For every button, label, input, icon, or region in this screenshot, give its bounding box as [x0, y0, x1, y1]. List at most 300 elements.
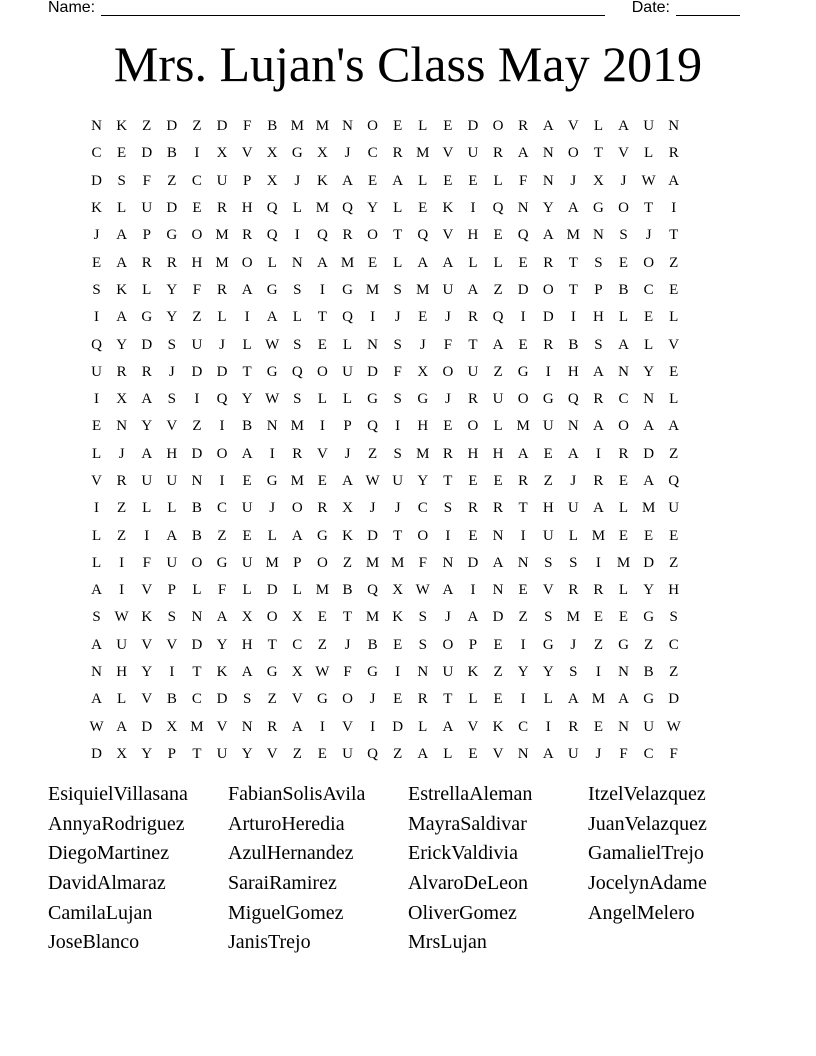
grid-letter: F: [669, 745, 678, 762]
grid-letter: Q: [367, 582, 378, 599]
grid-letter: Q: [417, 227, 429, 244]
grid-letter: W: [265, 391, 280, 408]
grid-letter: Z: [518, 609, 528, 626]
grid-letter: I: [319, 281, 325, 298]
grid-letter: L: [267, 254, 277, 271]
grid-letter: V: [241, 145, 253, 162]
grid-row: [84, 714, 686, 741]
grid-letter: N: [542, 145, 554, 162]
grid-letter: K: [342, 527, 353, 544]
word-list-item: JuanVelazquez: [588, 812, 707, 835]
grid-letter: N: [191, 609, 203, 626]
grid-letter: L: [543, 691, 553, 708]
grid-letter: D: [216, 118, 228, 135]
grid-letter: J: [645, 227, 652, 244]
grid-letter: U: [467, 145, 479, 162]
grid-letter: Y: [241, 745, 253, 762]
grid-letter: A: [542, 118, 554, 135]
grid-letter: Y: [141, 418, 153, 435]
grid-letter: Z: [669, 445, 679, 462]
grid-letter: C: [91, 145, 102, 162]
grid-letter: M: [566, 227, 580, 244]
grid-letter: Z: [367, 445, 378, 462]
name-field: [48, 0, 605, 16]
grid-letter: N: [417, 664, 429, 681]
grid-letter: H: [241, 636, 253, 653]
grid-letter: D: [166, 200, 178, 217]
grid-letter: S: [167, 391, 176, 408]
grid-row: [84, 413, 686, 440]
grid-letter: A: [116, 718, 128, 735]
grid-letter: A: [467, 609, 479, 626]
grid-letter: H: [593, 309, 604, 326]
grid-letter: V: [141, 582, 153, 599]
grid-letter: R: [543, 254, 554, 271]
grid-letter: E: [468, 172, 478, 189]
grid-letter: M: [641, 500, 656, 517]
word-list-item: MiguelGomez: [228, 901, 344, 924]
word-list-item: OliverGomez: [408, 901, 517, 924]
grid-letter: X: [166, 718, 178, 735]
grid-letter: M: [616, 554, 631, 571]
grid-letter: K: [467, 664, 479, 681]
grid-row: [84, 386, 686, 413]
grid-letter: S: [393, 336, 402, 353]
grid-letter: O: [442, 636, 454, 653]
grid-letter: Q: [492, 200, 504, 217]
grid-letter: H: [668, 582, 680, 599]
grid-letter: E: [493, 636, 503, 653]
grid-letter: O: [191, 554, 203, 571]
grid-letter: U: [542, 418, 554, 435]
grid-letter: F: [443, 336, 453, 353]
grid-letter: A: [542, 227, 554, 244]
grid-letter: M: [416, 145, 430, 162]
grid-letter: B: [191, 500, 202, 517]
grid-letter: G: [367, 664, 378, 681]
grid-row: [84, 577, 686, 604]
grid-letter: S: [293, 336, 302, 353]
grid-letter: Z: [669, 554, 679, 571]
grid-letter: Z: [342, 554, 353, 571]
grid-letter: L: [568, 527, 578, 544]
grid-letter: G: [342, 281, 353, 298]
grid-letter: F: [242, 118, 252, 135]
grid-letter: J: [219, 336, 225, 353]
grid-letter: D: [517, 281, 529, 298]
grid-letter: S: [619, 227, 628, 244]
grid-letter: J: [444, 309, 451, 326]
grid-letter: U: [492, 391, 504, 408]
grid-letter: U: [643, 118, 655, 135]
grid-letter: J: [620, 172, 627, 189]
grid-letter: X: [417, 363, 429, 380]
grid-letter: N: [542, 172, 554, 189]
grid-row: [84, 604, 686, 631]
grid-letter: Q: [342, 200, 353, 217]
grid-letter: Q: [668, 473, 680, 489]
grid-letter: T: [393, 527, 403, 544]
grid-letter: M: [215, 254, 229, 271]
grid-letter: L: [493, 418, 503, 435]
grid-letter: A: [91, 636, 102, 653]
grid-letter: P: [468, 636, 478, 653]
grid-letter: J: [570, 172, 577, 189]
word-list-item: AngelMelero: [588, 901, 695, 924]
grid-letter: R: [593, 582, 604, 599]
grid-letter: Q: [367, 745, 378, 762]
grid-letter: D: [467, 118, 479, 135]
grid-letter: H: [492, 445, 504, 462]
word-list-item: CamilaLujan: [48, 901, 153, 924]
grid-letter: I: [545, 718, 551, 735]
word-list-item: DavidAlmaraz: [48, 872, 166, 895]
grid-letter: O: [618, 418, 629, 435]
grid-letter: L: [242, 336, 252, 353]
grid-row: [84, 277, 686, 304]
grid-letter: V: [668, 336, 680, 353]
grid-letter: J: [444, 609, 451, 626]
grid-letter: U: [442, 281, 454, 298]
grid-letter: M: [566, 609, 580, 626]
grid-letter: O: [492, 118, 504, 135]
grid-letter: J: [269, 500, 276, 517]
grid-letter: I: [294, 227, 300, 244]
grid-letter: C: [618, 391, 629, 408]
grid-letter: R: [317, 500, 328, 517]
grid-letter: L: [618, 309, 629, 326]
grid-letter: C: [518, 718, 529, 735]
grid-letter: O: [191, 227, 203, 244]
grid-letter: R: [442, 445, 453, 462]
grid-letter: S: [393, 281, 402, 298]
grid-letter: H: [542, 500, 554, 517]
grid-letter: V: [342, 718, 353, 735]
grid-letter: S: [92, 281, 101, 298]
grid-letter: F: [142, 172, 151, 189]
grid-letter: B: [367, 636, 378, 653]
grid-letter: R: [242, 227, 253, 244]
grid-letter: E: [393, 636, 403, 653]
grid-row: [84, 659, 686, 686]
grid-letter: Z: [593, 636, 603, 653]
grid-letter: A: [116, 309, 128, 326]
grid-letter: S: [293, 391, 302, 408]
word-list-item: ErickValdivia: [408, 842, 518, 865]
grid-letter: Q: [316, 227, 328, 244]
grid-letter: M: [365, 609, 380, 626]
grid-letter: E: [593, 718, 603, 735]
grid-letter: I: [395, 418, 401, 435]
grid-letter: Z: [493, 664, 503, 681]
grid-letter: X: [291, 664, 303, 681]
grid-letter: I: [595, 664, 601, 681]
grid-letter: S: [92, 609, 101, 626]
grid-letter: U: [141, 473, 153, 489]
word-list-item: AlvaroDeLeon: [408, 872, 528, 895]
grid-letter: K: [392, 609, 404, 626]
grid-letter: S: [443, 500, 453, 517]
grid-letter: R: [518, 118, 529, 135]
grid-letter: A: [593, 363, 604, 380]
grid-letter: S: [393, 445, 402, 462]
grid-letter: E: [443, 418, 453, 435]
grid-letter: C: [191, 172, 202, 189]
grid-letter: G: [141, 309, 153, 326]
grid-letter: Q: [266, 227, 278, 244]
grid-letter: I: [671, 200, 677, 217]
grid-letter: N: [241, 718, 253, 735]
grid-letter: J: [394, 309, 401, 326]
grid-letter: T: [443, 691, 453, 708]
grid-letter: D: [191, 363, 203, 380]
grid-letter: L: [618, 500, 629, 517]
grid-letter: D: [141, 145, 153, 162]
grid-letter: H: [166, 445, 178, 462]
grid-letter: L: [418, 172, 428, 189]
grid-letter: E: [493, 473, 503, 489]
grid-row: [84, 550, 686, 577]
grid-letter: C: [292, 636, 303, 653]
date-blank-line: [676, 1, 740, 16]
grid-row: [84, 140, 686, 167]
grid-letter: O: [618, 200, 629, 217]
grid-letter: E: [468, 745, 478, 762]
grid-letter: T: [192, 664, 202, 681]
grid-letter: A: [618, 118, 629, 135]
grid-letter: H: [116, 664, 128, 681]
grid-letter: O: [291, 500, 303, 517]
grid-letter: Z: [644, 636, 654, 653]
grid-letter: I: [520, 691, 526, 708]
grid-letter: L: [117, 691, 127, 708]
grid-letter: V: [91, 473, 102, 489]
grid-letter: I: [319, 418, 325, 435]
grid-letter: L: [292, 309, 302, 326]
grid-row: [84, 495, 686, 522]
grid-letter: M: [340, 254, 355, 271]
grid-letter: T: [568, 281, 578, 298]
word-list-item: AzulHernandez: [228, 842, 354, 865]
grid-letter: L: [342, 336, 353, 353]
grid-letter: D: [141, 336, 153, 353]
word-list-item: SaraiRamirez: [228, 872, 337, 895]
grid-letter: P: [167, 582, 176, 599]
grid-letter: Z: [292, 745, 302, 762]
grid-letter: M: [416, 445, 430, 462]
grid-letter: K: [492, 718, 504, 735]
grid-letter: K: [116, 118, 128, 135]
grid-letter: X: [116, 391, 128, 408]
word-list-item: FabianSolisAvila: [228, 783, 366, 805]
grid-letter: L: [393, 254, 403, 271]
grid-letter: L: [292, 582, 302, 599]
grid-letter: E: [317, 336, 327, 353]
word-list-item: EsiquielVillasana: [48, 783, 188, 805]
grid-letter: Z: [192, 418, 202, 435]
grid-letter: R: [493, 500, 504, 517]
grid-letter: O: [316, 554, 328, 571]
grid-letter: A: [467, 281, 479, 298]
grid-letter: Z: [543, 473, 553, 489]
grid-letter: Y: [141, 745, 153, 762]
grid-letter: O: [567, 145, 579, 162]
grid-letter: F: [343, 664, 352, 681]
grid-letter: D: [166, 118, 178, 135]
grid-letter: M: [315, 200, 330, 217]
grid-letter: N: [618, 664, 629, 681]
grid-letter: X: [291, 609, 303, 626]
grid-letter: L: [267, 527, 277, 544]
grid-letter: L: [167, 500, 177, 517]
grid-letter: L: [618, 582, 629, 599]
grid-letter: I: [119, 582, 125, 599]
grid-letter: B: [166, 691, 177, 708]
grid-letter: A: [342, 172, 353, 189]
grid-letter: C: [668, 636, 679, 653]
grid-letter: E: [618, 527, 629, 544]
grid-letter: V: [618, 145, 629, 162]
date-label: Date:: [631, 0, 670, 16]
grid-letter: E: [618, 609, 629, 626]
grid-letter: M: [391, 554, 405, 571]
grid-letter: A: [593, 500, 604, 517]
grid-letter: G: [542, 391, 554, 408]
grid-letter: P: [167, 745, 176, 762]
grid-letter: L: [468, 254, 478, 271]
grid-letter: F: [619, 745, 628, 762]
grid-letter: E: [518, 336, 528, 353]
grid-letter: R: [166, 254, 177, 271]
grid-letter: T: [669, 227, 679, 244]
grid-letter: W: [315, 664, 330, 681]
grid-letter: T: [317, 309, 327, 326]
grid-letter: M: [290, 418, 304, 435]
grid-letter: I: [194, 391, 200, 408]
grid-letter: A: [517, 145, 529, 162]
grid-letter: B: [166, 145, 177, 162]
grid-letter: T: [593, 145, 603, 162]
grid-letter: L: [91, 527, 102, 544]
grid-letter: N: [517, 554, 529, 571]
grid-letter: E: [443, 172, 453, 189]
grid-letter: T: [568, 254, 578, 271]
grid-letter: R: [543, 336, 554, 353]
grid-letter: T: [518, 500, 528, 517]
grid-letter: L: [443, 745, 453, 762]
grid-letter: Z: [117, 527, 127, 544]
grid-letter: O: [367, 118, 378, 135]
grid-letter: A: [141, 445, 153, 462]
grid-letter: B: [191, 527, 202, 544]
grid-letter: Y: [542, 200, 554, 217]
grid-letter: N: [517, 200, 529, 217]
grid-letter: F: [142, 554, 151, 571]
grid-letter: E: [618, 254, 629, 271]
grid-letter: V: [316, 445, 328, 462]
grid-letter: C: [643, 281, 654, 298]
grid-letter: R: [392, 145, 403, 162]
grid-letter: X: [593, 172, 604, 189]
grid-letter: W: [365, 473, 380, 489]
grid-letter: C: [417, 500, 428, 517]
grid-letter: U: [342, 745, 353, 762]
grid-letter: G: [367, 391, 378, 408]
grid-letter: E: [317, 473, 327, 489]
grid-letter: K: [91, 200, 102, 217]
grid-letter: N: [668, 118, 680, 135]
grid-letter: A: [442, 582, 454, 599]
grid-letter: A: [417, 254, 429, 271]
grid-letter: X: [316, 145, 328, 162]
grid-letter: I: [470, 582, 476, 599]
grid-letter: Y: [367, 200, 378, 217]
grid-letter: L: [493, 254, 503, 271]
grid-letter: O: [417, 527, 429, 544]
grid-letter: B: [242, 418, 253, 435]
grid-letter: I: [570, 309, 576, 326]
grid-letter: G: [166, 227, 178, 244]
grid-letter: E: [317, 609, 327, 626]
grid-letter: N: [593, 227, 604, 244]
grid-letter: K: [116, 281, 128, 298]
grid-letter: A: [342, 473, 353, 489]
grid-letter: V: [166, 418, 178, 435]
grid-letter: S: [569, 664, 578, 681]
grid-letter: L: [468, 691, 478, 708]
grid-letter: E: [644, 527, 654, 544]
grid-letter: L: [493, 172, 503, 189]
grid-letter: A: [492, 336, 504, 353]
grid-letter: Z: [267, 691, 277, 708]
grid-letter: A: [618, 691, 629, 708]
grid-letter: I: [595, 445, 601, 462]
grid-letter: Z: [669, 664, 679, 681]
grid-letter: W: [265, 336, 280, 353]
grid-row: [84, 441, 686, 468]
grid-letter: R: [493, 145, 504, 162]
grid-letter: E: [644, 309, 654, 326]
grid-letter: N: [91, 664, 102, 681]
grid-letter: Y: [542, 664, 554, 681]
grid-letter: E: [618, 473, 629, 489]
grid-letter: Z: [493, 281, 503, 298]
grid-letter: S: [544, 609, 553, 626]
grid-letter: G: [316, 527, 328, 544]
grid-letter: A: [643, 418, 655, 435]
grid-letter: A: [542, 745, 554, 762]
grid-letter: E: [367, 254, 378, 271]
grid-letter: E: [91, 418, 102, 435]
grid-letter: R: [593, 391, 604, 408]
grid-letter: F: [418, 554, 427, 571]
grid-letter: T: [267, 636, 277, 653]
grid-letter: E: [117, 145, 127, 162]
grid-letter: D: [643, 445, 655, 462]
grid-letter: S: [167, 609, 176, 626]
grid-letter: N: [618, 363, 629, 380]
grid-letter: L: [593, 118, 603, 135]
grid-letter: V: [567, 118, 579, 135]
grid-letter: V: [141, 636, 153, 653]
grid-letter: V: [291, 691, 303, 708]
grid-letter: T: [443, 473, 453, 489]
grid-letter: N: [492, 582, 504, 599]
grid-letter: F: [518, 172, 528, 189]
grid-letter: F: [192, 281, 202, 298]
grid-letter: J: [168, 363, 175, 380]
grid-letter: A: [618, 336, 629, 353]
